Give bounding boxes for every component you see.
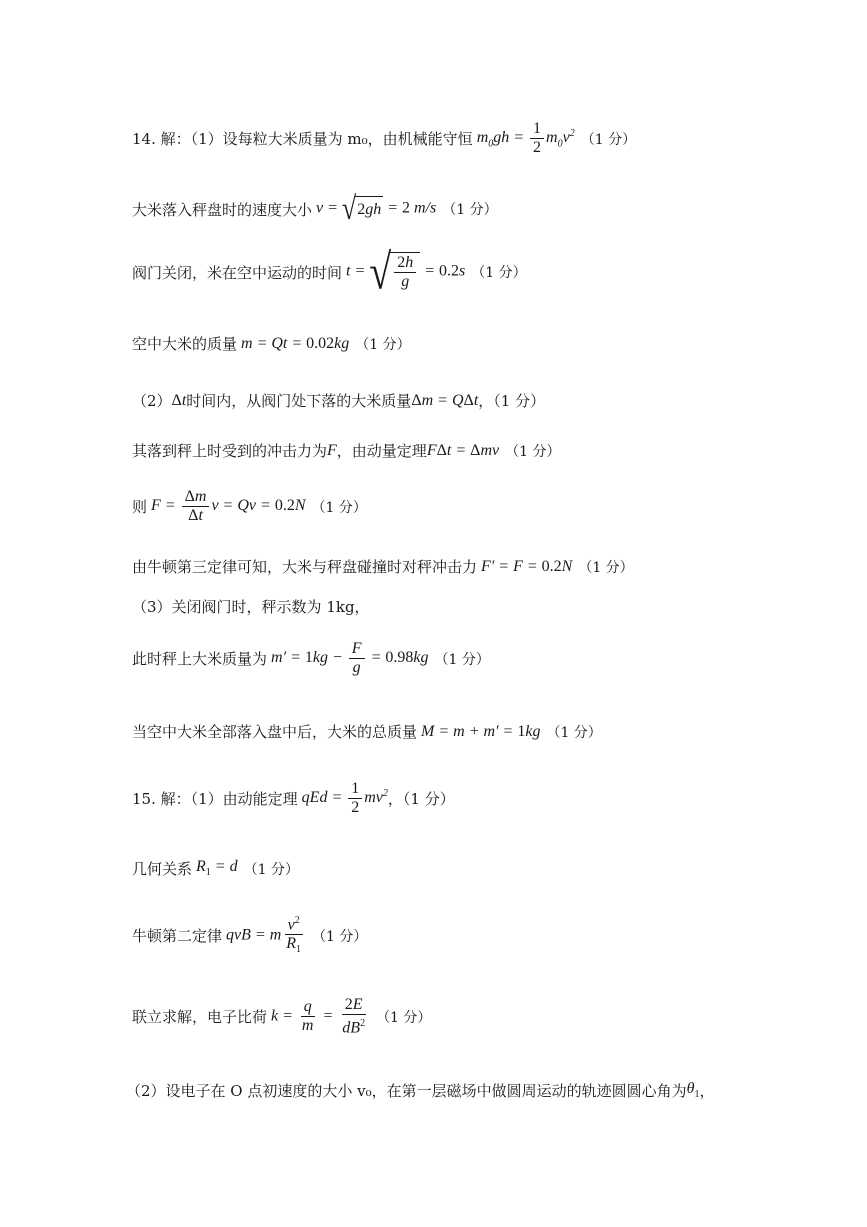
text: 15. 解：（1）由动能定理 [132,790,298,808]
text: 由牛顿第三定律可知，大米与秤盘碰撞时对秤冲击力 [132,558,478,576]
delta-t: Δt [171,391,187,409]
solution-line-12 [132,780,455,817]
text: 时间内，从阀门处下落的大米质量 [186,392,412,410]
text: 空中大米的质量 [132,335,238,353]
solution-line-5 [132,390,545,411]
score: ，（1 分） [387,790,455,808]
text: （2） [132,392,172,410]
score: （1 分） [355,336,411,353]
formula-momentum: FΔt = Δmv [426,441,500,459]
formula-geometry: $R_1 = d$ [192,858,238,879]
score: （1 分） [546,724,602,741]
solution-line-2 [132,190,498,227]
solution-line-4 [132,333,411,354]
score: （1 分） [580,131,637,148]
formula-newton2: qvB = m $\frac{v^2}{R_1}$ [222,912,306,960]
score: （1 分） [505,443,561,460]
formula-delta-m: Δm = QΔt [411,391,479,409]
formula-velocity: v = √ 2 gh = 2 m/s [312,190,437,227]
solution-line-8 [132,556,634,577]
text: 大米落入秤盘时的速度大小 [132,200,313,219]
formula-force: F = $\frac{\Delta m}{\Delta t}$ v = Qv = 0.2N [147,488,306,524]
score: （1 分） [376,1009,432,1026]
text: 此时秤上大米质量为 [132,650,268,668]
score: （1 分） [471,265,527,281]
text: （3）关闭阀门时，秤示数为 1kg， [132,598,370,616]
formula-mprime: m′ = 1kg − $\frac{F}{g}$ = 0.98kg [267,640,429,676]
solution-line-7 [132,488,367,525]
formula-mass: m = Qt = 0.02kg [237,334,350,352]
solution-line-1 [132,120,636,157]
text: （2）设电子在 O 点初速度的大小 v₀，在第一层磁场中做圆周运动的轨迹圆圆心角为 [126,1082,687,1100]
score: （1 分） [442,202,498,218]
score: ，（1 分） [478,392,546,410]
solution-line-11 [132,721,602,742]
text: 阀门关闭，米在空中运动的时间 [132,263,343,282]
solution-line-16 [126,1080,715,1101]
text: ， [699,1082,715,1100]
solution-line-6 [132,440,560,461]
formula-time: t = √ $\frac{2h}{g}$ = 0.2s [342,243,466,300]
score: （1 分） [311,499,367,516]
text: 联立求解，电子比荷 [132,1008,268,1027]
score: （1 分） [243,861,299,878]
solution-line-15 [132,996,431,1037]
text: 几何关系 [132,860,193,878]
formula-charge-ratio: k = $\frac{q}{m}$ = $\frac{2E}{dB^2}$ [267,996,366,1037]
solution-line-13 [132,858,299,879]
solution-line-10 [132,640,490,677]
text: 当空中大米全部落入盘中后，大米的总质量 [132,723,418,741]
formula-total-mass: M = m + m′ = 1kg [417,722,541,740]
force-f: F [327,441,337,459]
text: 则 [132,498,148,516]
text: 牛顿第二定律 [132,927,223,946]
theta-1: $\theta_1$ [686,1080,700,1101]
solution-line-14 [132,912,367,960]
score: （1 分） [578,559,634,576]
solution-line-3 [132,243,527,300]
score: （1 分） [312,928,368,945]
text: 其落到秤上时受到的冲击力为 [132,442,328,460]
formula-energy: $m_0gh$ = $\frac{1}{2}$ $m_0v^2$ [472,120,575,156]
score: （1 分） [434,651,490,668]
text: ，由动量定理 [336,442,427,460]
text: 14. 解：（1）设每粒大米质量为 m₀，由机械能守恒 [132,130,473,148]
formula-newton3: F′ = F = 0.2N [477,557,573,575]
formula-kinetic: qEd = $\frac{1}{2}$ $mv^2$ [297,780,388,816]
solution-line-9 [132,596,370,617]
